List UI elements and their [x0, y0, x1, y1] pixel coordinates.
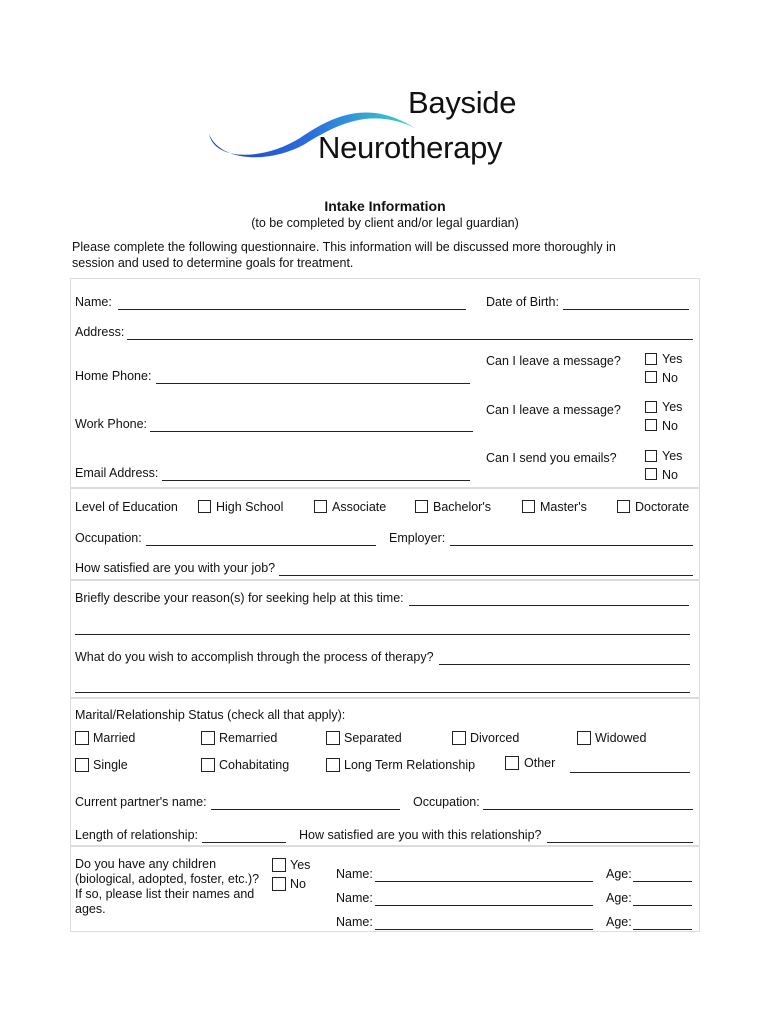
child-3-name-field[interactable]	[375, 929, 593, 930]
occupation-label: Occupation:	[75, 531, 142, 545]
relationship-satisfaction-label: How satisfied are you with this relationship?	[299, 828, 542, 842]
education-bachelors-label: Bachelor's	[433, 500, 491, 514]
intro-line-1: Please complete the following questionnaire. This information will be discussed more thoroughly in	[72, 240, 616, 254]
education-high-school-checkbox[interactable]	[198, 500, 211, 513]
home-phone-label: Home Phone:	[75, 369, 152, 383]
home-message-no-checkbox[interactable]	[645, 371, 657, 383]
education-high-school-label: High School	[216, 500, 284, 514]
child-3-age-label: Age:	[606, 915, 632, 929]
partner-occupation-field[interactable]	[483, 809, 693, 810]
long-term-checkbox[interactable]	[326, 758, 340, 772]
child-2-age-field[interactable]	[633, 905, 692, 906]
intro-line-2: session and used to determine goals for treatment.	[72, 256, 354, 270]
relationship-length-label: Length of relationship:	[75, 828, 199, 842]
education-associate-checkbox[interactable]	[314, 500, 327, 513]
partner-name-field[interactable]	[211, 809, 400, 810]
work-message-no-checkbox[interactable]	[645, 419, 657, 431]
child-1-name-label: Name:	[336, 867, 373, 881]
work-phone-label: Work Phone:	[75, 417, 148, 431]
reason-help-field[interactable]	[409, 605, 689, 606]
emails-question: Can I send you emails?	[486, 451, 617, 465]
education-associate-label: Associate	[332, 500, 387, 514]
child-2-name-label: Name:	[336, 891, 373, 905]
relationship-length-field[interactable]	[202, 842, 286, 843]
long-term-label: Long Term Relationship	[344, 758, 476, 772]
child-3-age-field[interactable]	[633, 929, 692, 930]
other-label: Other	[524, 756, 556, 770]
work-phone-field[interactable]	[150, 431, 473, 432]
logo-text-neurotherapy: Neurotherapy	[318, 130, 503, 165]
work-message-yes-checkbox[interactable]	[645, 401, 657, 413]
education-doctorate-checkbox[interactable]	[617, 500, 630, 513]
name-label: Name:	[75, 295, 112, 309]
employer-field[interactable]	[450, 545, 693, 546]
relationship-satisfaction-field[interactable]	[547, 842, 693, 843]
education-label: Level of Education	[75, 500, 178, 514]
child-1-age-field[interactable]	[633, 881, 692, 882]
child-2-name-field[interactable]	[375, 905, 593, 906]
married-checkbox[interactable]	[75, 731, 89, 745]
work-message-no-label: No	[662, 419, 678, 433]
remarried-checkbox[interactable]	[201, 731, 215, 745]
home-phone-field[interactable]	[156, 383, 470, 384]
child-3-name-label: Name:	[336, 915, 373, 929]
emails-no-checkbox[interactable]	[645, 468, 657, 480]
work-message-question: Can I leave a message?	[486, 403, 621, 417]
other-checkbox[interactable]	[505, 756, 519, 770]
divorced-checkbox[interactable]	[452, 731, 466, 745]
page-title: Intake Information	[324, 198, 446, 214]
education-bachelors-checkbox[interactable]	[415, 500, 428, 513]
married-label: Married	[93, 731, 136, 745]
cohabitating-label: Cohabitating	[219, 758, 290, 772]
single-label: Single	[93, 758, 128, 772]
work-message-yes-label: Yes	[662, 400, 683, 414]
dob-field[interactable]	[563, 309, 689, 310]
remarried-label: Remarried	[219, 731, 278, 745]
education-masters-checkbox[interactable]	[522, 500, 535, 513]
dob-label: Date of Birth:	[486, 295, 559, 309]
child-1-name-field[interactable]	[375, 881, 593, 882]
reason-help-field-line-2[interactable]	[75, 634, 690, 635]
job-satisfaction-field[interactable]	[279, 575, 693, 576]
children-yes-checkbox[interactable]	[272, 858, 286, 872]
widowed-label: Widowed	[595, 731, 647, 745]
emails-yes-label: Yes	[662, 449, 683, 463]
children-question-line-2: (biological, adopted, foster, etc.)?	[75, 872, 260, 886]
address-label: Address:	[75, 325, 125, 339]
occupation-field[interactable]	[146, 545, 376, 546]
children-no-label: No	[290, 877, 306, 891]
single-checkbox[interactable]	[75, 758, 89, 772]
home-message-yes-checkbox[interactable]	[645, 353, 657, 365]
address-field[interactable]	[127, 339, 693, 340]
separated-label: Separated	[344, 731, 402, 745]
partner-name-label: Current partner's name:	[75, 795, 207, 809]
home-message-question: Can I leave a message?	[486, 354, 621, 368]
children-question-line-4: ages.	[75, 902, 106, 916]
home-message-yes-label: Yes	[662, 352, 683, 366]
children-no-checkbox[interactable]	[272, 877, 286, 891]
children-yes-label: Yes	[290, 858, 311, 872]
home-message-no-label: No	[662, 371, 678, 385]
child-2-age-label: Age:	[606, 891, 632, 905]
accomplish-field-line-2[interactable]	[75, 692, 690, 693]
name-field[interactable]	[118, 309, 466, 310]
email-field[interactable]	[162, 480, 470, 481]
accomplish-label: What do you wish to accomplish through the process of therapy?	[75, 650, 434, 664]
child-1-age-label: Age:	[606, 867, 632, 881]
emails-no-label: No	[662, 468, 678, 482]
employer-label: Employer:	[389, 531, 446, 545]
cohabitating-checkbox[interactable]	[201, 758, 215, 772]
emails-yes-checkbox[interactable]	[645, 450, 657, 462]
logo-text-bayside: Bayside	[408, 85, 517, 120]
page-subtitle: (to be completed by client and/or legal guardian)	[251, 216, 519, 230]
partner-occupation-label: Occupation:	[413, 795, 480, 809]
education-masters-label: Master's	[540, 500, 587, 514]
job-satisfaction-label: How satisfied are you with your job?	[75, 561, 276, 575]
children-question-line-3: If so, please list their names and	[75, 887, 255, 901]
reason-help-label: Briefly describe your reason(s) for seeking help at this time:	[75, 591, 404, 605]
widowed-checkbox[interactable]	[577, 731, 591, 745]
email-label: Email Address:	[75, 466, 159, 480]
other-field[interactable]	[570, 772, 690, 773]
divorced-label: Divorced	[470, 731, 520, 745]
separated-checkbox[interactable]	[326, 731, 340, 745]
marital-status-label: Marital/Relationship Status (check all that apply):	[75, 708, 346, 722]
children-question-line-1: Do you have any children	[75, 857, 217, 871]
accomplish-field[interactable]	[439, 664, 690, 665]
education-doctorate-label: Doctorate	[635, 500, 690, 514]
